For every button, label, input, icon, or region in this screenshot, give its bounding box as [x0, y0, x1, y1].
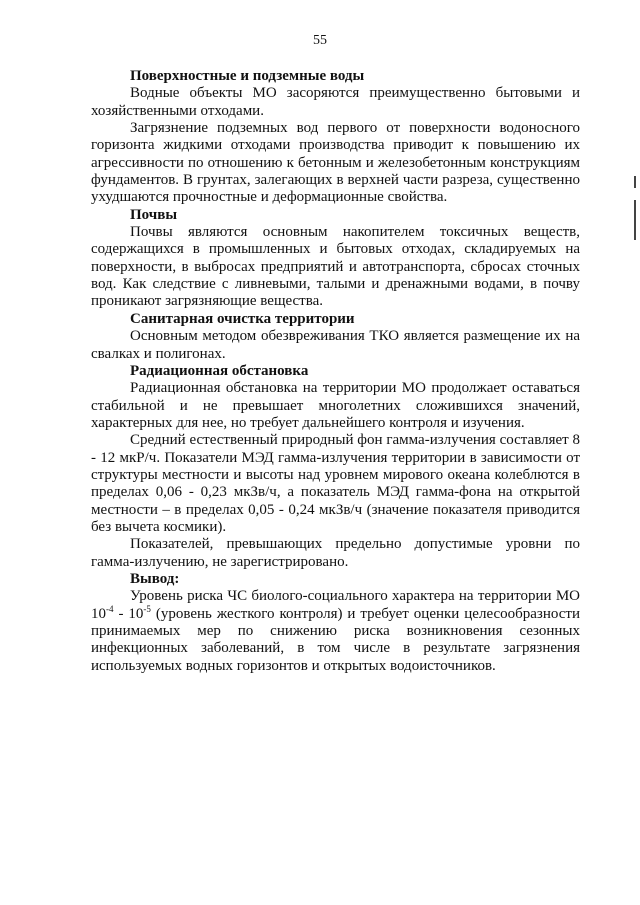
document-body	[91, 68, 580, 675]
section-heading-surface-water: Поверхностные и подземные воды	[130, 68, 365, 84]
paragraph: Основным методом обезвреживания ТКО является размещение их на свалках и полигонах.	[91, 328, 580, 362]
exponent: -4	[106, 603, 114, 614]
section-heading-sanitary-cleaning: Санитарная очистка территории	[130, 310, 355, 327]
section-heading-conclusion: Вывод:	[130, 570, 180, 587]
paragraph: Показателей, превышающих предельно допустимые уровни по гамма-излучению, не зарегистрировано.	[91, 536, 580, 570]
paragraph: Почвы являются основным накопителем токсичных веществ, содержащихся в промышленных и бытовых отходах, складируемых на поверхности, в выбросах предприятий и автотранспорта, сбросах сточных вод. Как следствие с ливневыми, талыми и дренажными водами, в почву проникают загрязняющие вещества.	[91, 224, 580, 310]
paragraph: Водные объекты МО засоряются преимущественно бытовыми и хозяйственными отходами.	[91, 85, 580, 119]
conclusion-text-after: (уровень жесткого контроля) и требует оценки целесообразности принимаемых мер по снижению риска возникновения сезонных инфекционных заболеваний, в том числе в результате загрязнения используемых водных горизонтов и открытых водоисточников.	[91, 605, 580, 674]
conclusion-paragraph	[91, 588, 580, 675]
section-heading-radiation: Радиационная обстановка	[130, 362, 309, 379]
exponent: -5	[143, 603, 151, 614]
scan-edge-mark	[634, 176, 636, 188]
conclusion-text-mid: - 10	[113, 605, 144, 622]
conclusion-text-before: Уровень риска ЧС биолого-социального характера на территории МО 10	[91, 588, 580, 622]
page-number: 55	[313, 33, 327, 48]
paragraph: Радиационная обстановка на территории МО продолжает оставаться стабильной и не превышает многолетних сложившихся значений, характерных для нее, но требует дальнейшего контроля и изучения.	[91, 380, 580, 431]
paragraph: Загрязнение подземных вод первого от поверхности водоносного горизонта жидкими отходами производства приводит к повышению их агрессивности по отношению к бетонным и железобетонным конструкциям фундаментов. В грунтах, залегающих в верхней части разреза, существенно ухудшаются прочностные и деформационные свойства.	[91, 120, 580, 206]
scan-edge-mark	[634, 200, 636, 240]
section-heading-soils: Почвы	[130, 206, 178, 223]
paragraph: Средний естественный природный фон гамма-излучения составляет 8 - 12 мкР/ч. Показатели МЭД гамма-излучения территории в зависимости от структуры местности и высоты над уровнем мирового океана колеблются в пределах 0,06 - 0,23 мкЗв/ч, а показатель МЭД гамма-фона на открытой местности – в пределах 0,05 - 0,24 мкЗв/ч (значение показателя приводится без вычета космики).	[91, 432, 580, 535]
